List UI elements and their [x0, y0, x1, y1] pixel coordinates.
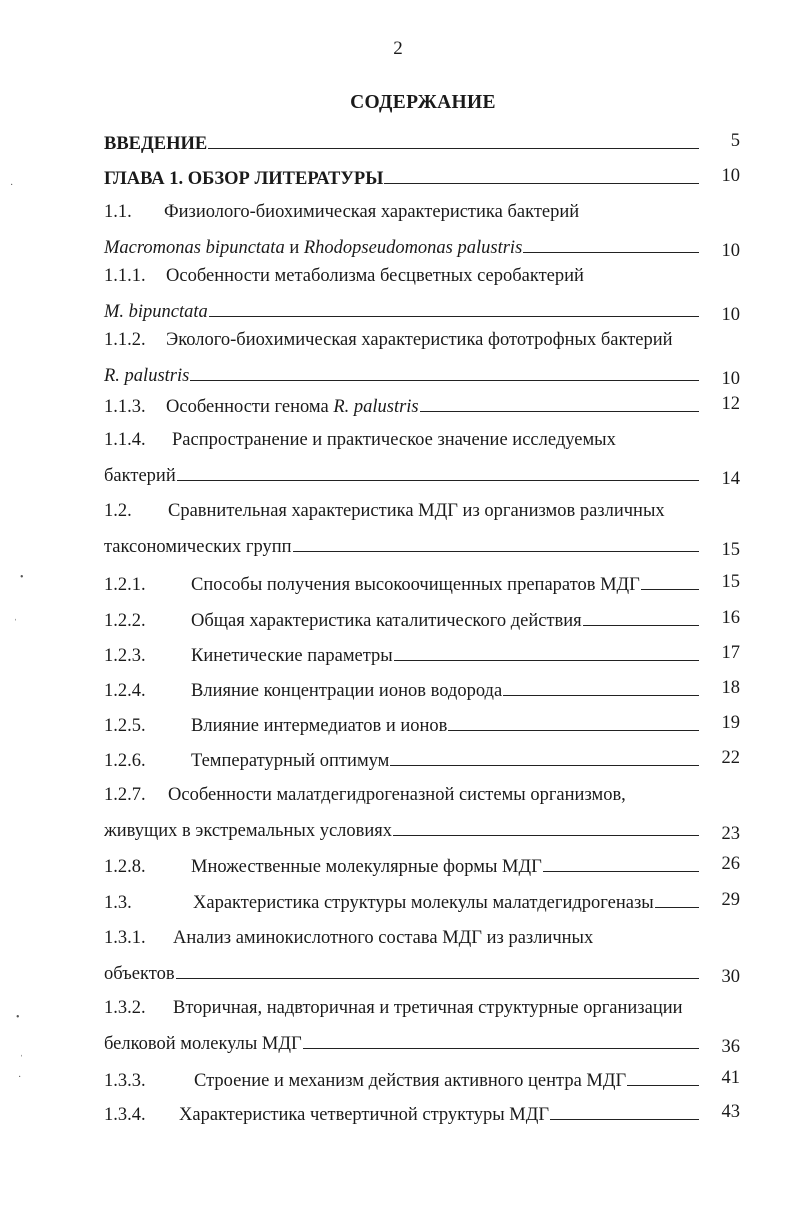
toc-entry-1-1-3[interactable]: [104, 392, 740, 416]
toc-entry-number: 1.2.7.: [104, 785, 146, 805]
toc-page-number: 10: [721, 166, 740, 186]
toc-entry-number: 1.2.1.: [104, 575, 146, 595]
toc-entry-text-continued: R. palustris: [104, 366, 190, 386]
toc-entry-1-3-1[interactable]: [104, 926, 740, 987]
toc-entry-text: Кинетические параметры: [191, 646, 393, 666]
toc-page-number: 36: [721, 1037, 740, 1057]
toc-entry-text: Строение и механизм действия активного центра МДГ: [194, 1071, 627, 1091]
toc-entry-text: Множественные молекулярные формы МДГ: [191, 857, 542, 877]
toc-entry-text: Особенности метаболизма бесцветных серобактерий: [166, 266, 584, 286]
toc-entry-text: Характеристика четвертичной структуры МДГ: [179, 1105, 550, 1125]
toc-entry-text-continued: объектов: [104, 964, 175, 984]
toc-entry-number: 1.1.1.: [104, 266, 146, 286]
toc-entry-1-2-3[interactable]: [104, 641, 740, 665]
toc-entry-number: 1.2.5.: [104, 716, 146, 736]
toc-entry-text-continued: живущих в экстремальных условиях: [104, 821, 393, 841]
toc-page-number: 12: [721, 394, 740, 414]
toc-page-number: 19: [721, 713, 740, 733]
toc-entry-1-2-5[interactable]: [104, 711, 740, 735]
toc-entry-text: Характеристика структуры молекулы малатдегидрогеназы: [193, 893, 654, 913]
toc-page-number: 22: [721, 748, 740, 768]
toc-entry-introduction[interactable]: [104, 129, 740, 153]
toc-entry-text-continued: Macromonas bipunctata и Rhodopseudomonas palustris: [104, 238, 523, 258]
toc-entry-text-continued: M. bipunctata: [104, 302, 208, 322]
toc-page-number: 10: [721, 305, 740, 325]
toc-entry-1-1[interactable]: [104, 200, 740, 261]
toc-entry-number: 1.1.2.: [104, 330, 146, 350]
toc-entry-1-2-8[interactable]: [104, 852, 740, 876]
toc-entry-1-3-3[interactable]: [104, 1066, 740, 1090]
toc-entry-1-3-2[interactable]: [104, 996, 740, 1057]
toc-page-number: 10: [721, 369, 740, 389]
toc-entry-number: 1.2.2.: [104, 611, 146, 631]
toc-entry-number: 1.3.: [104, 893, 132, 913]
toc-entry-1-2-7[interactable]: [104, 783, 740, 844]
toc-entry-number: 1.2.4.: [104, 681, 146, 701]
toc-entry-text: Распространение и практическое значение исследуемых: [172, 430, 616, 450]
toc-entry-chapter-1[interactable]: [104, 164, 740, 188]
toc-entry-number: 1.1.4.: [104, 430, 146, 450]
toc-entry-text-continued: бактерий: [104, 466, 176, 486]
toc-entry-text: ВВЕДЕНИЕ: [104, 134, 208, 154]
toc-entry-1-1-1[interactable]: [104, 264, 740, 325]
toc-entry-1-3[interactable]: [104, 888, 740, 912]
toc-entry-1-2-1[interactable]: [104, 570, 740, 594]
toc-entry-number: 1.2.3.: [104, 646, 146, 666]
toc-entry-1-2[interactable]: [104, 499, 740, 560]
toc-page-number: 30: [721, 967, 740, 987]
toc-entry-text-continued: белковой молекулы МДГ: [104, 1034, 302, 1054]
toc-entry-text-continued: таксономических групп: [104, 537, 292, 557]
toc-entry-1-3-4[interactable]: [104, 1100, 740, 1124]
toc-entry-1-1-4[interactable]: [104, 428, 740, 489]
toc-entry-1-2-4[interactable]: [104, 676, 740, 700]
toc-entry-text: Анализ аминокислотного состава МДГ из различных: [173, 928, 594, 948]
toc-entry-text: Вторичная, надвторичная и третичная структурные организации: [173, 998, 683, 1018]
toc-entry-number: 1.3.4.: [104, 1105, 146, 1125]
toc-entry-text: Влияние интермедиатов и ионов: [191, 716, 448, 736]
toc-entry-text: Особенности малатдегидрогеназной системы организмов,: [168, 785, 626, 805]
toc-entry-number: 1.3.3.: [104, 1071, 146, 1091]
toc-entry-text: Температурный оптимум: [191, 751, 390, 771]
toc-entry-number: 1.2.6.: [104, 751, 146, 771]
toc-entry-number: 1.3.1.: [104, 928, 146, 948]
toc-entry-number: 1.1.: [104, 202, 132, 222]
toc-entry-1-1-2[interactable]: [104, 328, 740, 389]
toc-entry-number: 1.1.3.: [104, 397, 146, 417]
toc-page-number: 17: [721, 643, 740, 663]
toc-page-number: 15: [721, 572, 740, 592]
toc-entry-text: Особенности генома R. palustris: [166, 397, 419, 417]
toc-entry-text: Сравнительная характеристика МДГ из организмов различных: [168, 501, 665, 521]
toc-entry-text: ГЛАВА 1. ОБЗОР ЛИТЕРАТУРЫ: [104, 169, 384, 189]
toc-entry-number: 1.3.2.: [104, 998, 146, 1018]
toc-page-number: 23: [721, 824, 740, 844]
toc-page-number: 41: [721, 1068, 740, 1088]
toc-page-number: 43: [721, 1102, 740, 1122]
toc-entry-text: Способы получения высокоочищенных препаратов МДГ: [191, 575, 640, 595]
toc-entry-text: Эколого-биохимическая характеристика фототрофных бактерий: [166, 330, 673, 350]
page-number: 2: [393, 38, 403, 59]
toc-entry-number: 1.2.8.: [104, 857, 146, 877]
toc-page-number: 5: [730, 131, 740, 151]
toc-entry-text: Влияние концентрации ионов водорода: [191, 681, 503, 701]
toc-page-number: 16: [721, 608, 740, 628]
toc-page-number: 15: [721, 540, 740, 560]
toc-page-number: 10: [721, 241, 740, 261]
toc-page-number: 18: [721, 678, 740, 698]
toc-entry-1-2-6[interactable]: [104, 746, 740, 770]
toc-page-number: 14: [721, 469, 740, 489]
toc-entry-text: Физиолого-биохимическая характеристика бактерий: [164, 202, 580, 222]
toc-page-number: 29: [721, 890, 740, 910]
toc-page-number: 26: [721, 854, 740, 874]
document-title: СОДЕРЖАНИЕ: [350, 92, 496, 113]
toc-entry-text: Общая характеристика каталитического действия: [191, 611, 582, 631]
toc-entry-1-2-2[interactable]: [104, 606, 740, 630]
toc-entry-number: 1.2.: [104, 501, 132, 521]
